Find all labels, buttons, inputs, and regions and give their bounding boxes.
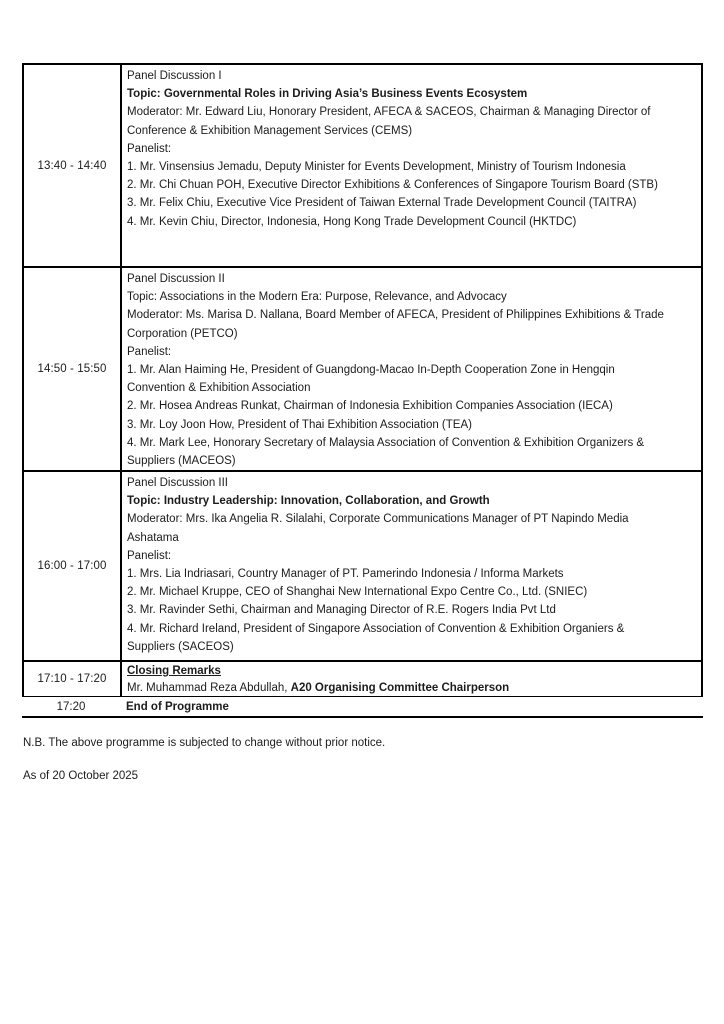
session-details-cell — [122, 65, 701, 266]
time-cell: 13:40 - 14:40 — [24, 65, 122, 266]
text-line: 1. Mr. Alan Haiming He, President of Guangdong-Macao In-Depth Cooperation Zone in Hengqin — [127, 364, 615, 377]
text-line: Moderator: Ms. Marisa D. Nallana, Board Member of AFECA, President of Philippines Exhibitions & Trade — [127, 309, 664, 322]
as-of-date: As of 20 October 2025 — [23, 770, 139, 782]
text-line: Convention & Exhibition Association — [127, 382, 311, 395]
session-details-cell — [122, 472, 701, 660]
text-line: Topic: Associations in the Modern Era: Purpose, Relevance, and Advocacy — [127, 291, 507, 304]
end-of-programme-label: End of Programme — [126, 700, 229, 713]
text-line: 3. Mr. Loy Joon How, President of Thai Exhibition Association (TEA) — [127, 418, 472, 431]
table-row-closing-remarks — [24, 662, 701, 696]
table-row-panel-discussion-2 — [24, 268, 701, 472]
text-line: Closing Remarks — [127, 665, 221, 677]
time-cell: 16:00 - 17:00 — [24, 472, 122, 660]
time-cell: 14:50 - 15:50 — [24, 268, 122, 470]
time-cell: 17:20 — [56, 700, 86, 713]
text-line: Panel Discussion II — [127, 273, 225, 285]
text-line: Moderator: Mrs. Ika Angelia R. Silalahi, Corporate Communications Manager of PT Napindo Media — [127, 513, 629, 526]
text-line: Topic: Industry Leadership: Innovation, Collaboration, and Growth — [127, 495, 490, 508]
text-line: 4. Mr. Mark Lee, Honorary Secretary of Malaysia Association of Convention & Exhibition Organizers & — [127, 436, 645, 449]
text-line: 1. Mr. Vinsensius Jemadu, Deputy Minister for Events Development, Ministry of Tourism Indonesia — [127, 161, 626, 174]
text-line: Conference & Exhibition Management Services (CEMS) — [127, 124, 413, 137]
text-line: Suppliers (SACEOS) — [127, 640, 234, 653]
change-notice-text: N.B. The above programme is subjected to change without prior notice. — [23, 737, 386, 749]
text-line: 2. Mr. Hosea Andreas Runkat, Chairman of Indonesia Exhibition Companies Association (IECA) — [127, 400, 613, 413]
text-line: 4. Mr. Richard Ireland, President of Singapore Association of Convention & Exhibition Organiers & — [127, 622, 625, 635]
text-line: Ashatama — [127, 531, 179, 544]
text-line: 3. Mr. Ravinder Sethi, Chairman and Managing Director of R.E. Rogers India Pvt Ltd — [127, 604, 556, 617]
time-cell: 17:10 - 17:20 — [24, 662, 122, 696]
text-line: Panel Discussion I — [127, 70, 222, 82]
text-line: Suppliers (MACEOS) — [127, 455, 236, 468]
text-line: 2. Mr. Chi Chuan POH, Executive Director Exhibitions & Conferences of Singapore Tourism Board (STB) — [127, 179, 658, 192]
text-line: 1. Mrs. Lia Indriasari, Country Manager of PT. Pamerindo Indonesia / Informa Markets — [127, 568, 564, 581]
table-row-panel-discussion-1 — [24, 65, 701, 268]
text-line: Panelist: — [127, 142, 172, 155]
session-details-cell — [122, 268, 701, 470]
text-line: Mr. Muhammad Reza Abdullah, A20 Organising Committee Chairperson — [127, 681, 510, 694]
table-row-panel-discussion-3 — [24, 472, 701, 662]
text-line: Panelist: — [127, 549, 172, 562]
text-line: 2. Mr. Michael Kruppe, CEO of Shanghai New International Expo Centre Co., Ltd. (SNIEC) — [127, 586, 588, 599]
text-line: Moderator: Mr. Edward Liu, Honorary President, AFECA & SACEOS, Chairman & Managing Director of — [127, 106, 651, 119]
text-line: 4. Mr. Kevin Chiu, Director, Indonesia, Hong Kong Trade Development Council (HKTDC) — [127, 215, 577, 228]
text-line: Panel Discussion III — [127, 477, 228, 489]
text-line: Topic: Governmental Roles in Driving Asia’s Business Events Ecosystem — [127, 88, 528, 101]
text-line: Panelist: — [127, 345, 172, 358]
text-line: Corporation (PETCO) — [127, 327, 238, 340]
session-details-cell — [122, 662, 701, 696]
end-of-programme-row — [22, 697, 703, 718]
text-line: 3. Mr. Felix Chiu, Executive Vice President of Taiwan External Trade Development Council (TAITRA) — [127, 197, 637, 210]
programme-table — [22, 63, 703, 698]
